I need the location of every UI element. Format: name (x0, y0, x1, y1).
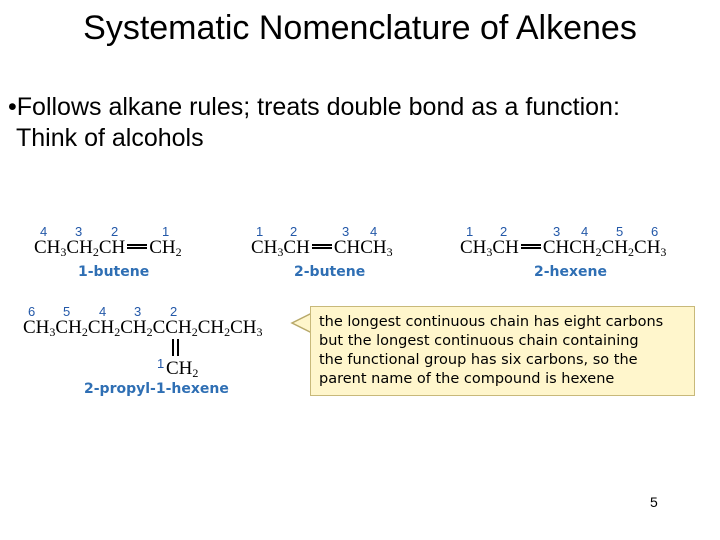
compound-name: 2-propyl-1-hexene (84, 381, 229, 397)
locant: 1 (157, 356, 165, 371)
callout-text-line: but the longest continuous chain containing (319, 333, 639, 349)
formula-2-propyl-1-hexene: $CH_3CH_2CH_2CH_2CCH_2CH_2CH_3$ (23, 317, 263, 339)
locant: 2 (170, 304, 178, 319)
locant: 4 (40, 224, 48, 239)
compound-name: 2-hexene (534, 264, 608, 280)
callout-text-line: parent name of the compound is hexene (319, 371, 615, 387)
locant: 2 (111, 224, 119, 239)
locant: 2 (500, 224, 508, 239)
locant: 1 (162, 224, 170, 239)
locant: 1 (466, 224, 474, 239)
locant: 4 (99, 304, 107, 319)
locant: 3 (75, 224, 83, 239)
formula-ch2-group: $CH_2$ (166, 358, 199, 380)
bullet-text-line2: Think of alcohols (16, 124, 204, 152)
locant: 3 (342, 224, 350, 239)
slide-title: Systematic Nomenclature of Alkenes (83, 9, 637, 47)
locant: 5 (616, 224, 624, 239)
locant: 6 (28, 304, 36, 319)
double-bond-line (177, 339, 179, 356)
locant: 3 (134, 304, 142, 319)
callout-text-line: the functional group has six carbons, so the (319, 352, 638, 368)
locant: 1 (256, 224, 264, 239)
locant: 4 (370, 224, 378, 239)
formula-2-hexene: $CH_3CH$ $CHCH_2CH_2CH_3$ (460, 237, 667, 259)
compound-name: 1-butene (78, 264, 150, 280)
double-bond-line (172, 339, 174, 356)
locant: 2 (290, 224, 298, 239)
locant: 6 (651, 224, 659, 239)
locant: 3 (553, 224, 561, 239)
bullet-marker: • (8, 93, 17, 121)
formula-2-butene: $CH_3CH$ $CHCH_3$ (251, 237, 393, 259)
formula-1-butene: $CH_3CH_2CH$ $CH_2$ (34, 237, 182, 259)
callout-box (310, 306, 695, 396)
bullet-text-line1: Follows alkane rules; treats double bond as a function: (16, 93, 620, 121)
bullet-point (8, 92, 708, 154)
callout-text-line: the longest continuous chain has eight carbons (319, 314, 664, 330)
locant: 5 (63, 304, 71, 319)
locant: 4 (581, 224, 589, 239)
page-number: 5 (650, 494, 658, 510)
compound-name: 2-butene (294, 264, 366, 280)
